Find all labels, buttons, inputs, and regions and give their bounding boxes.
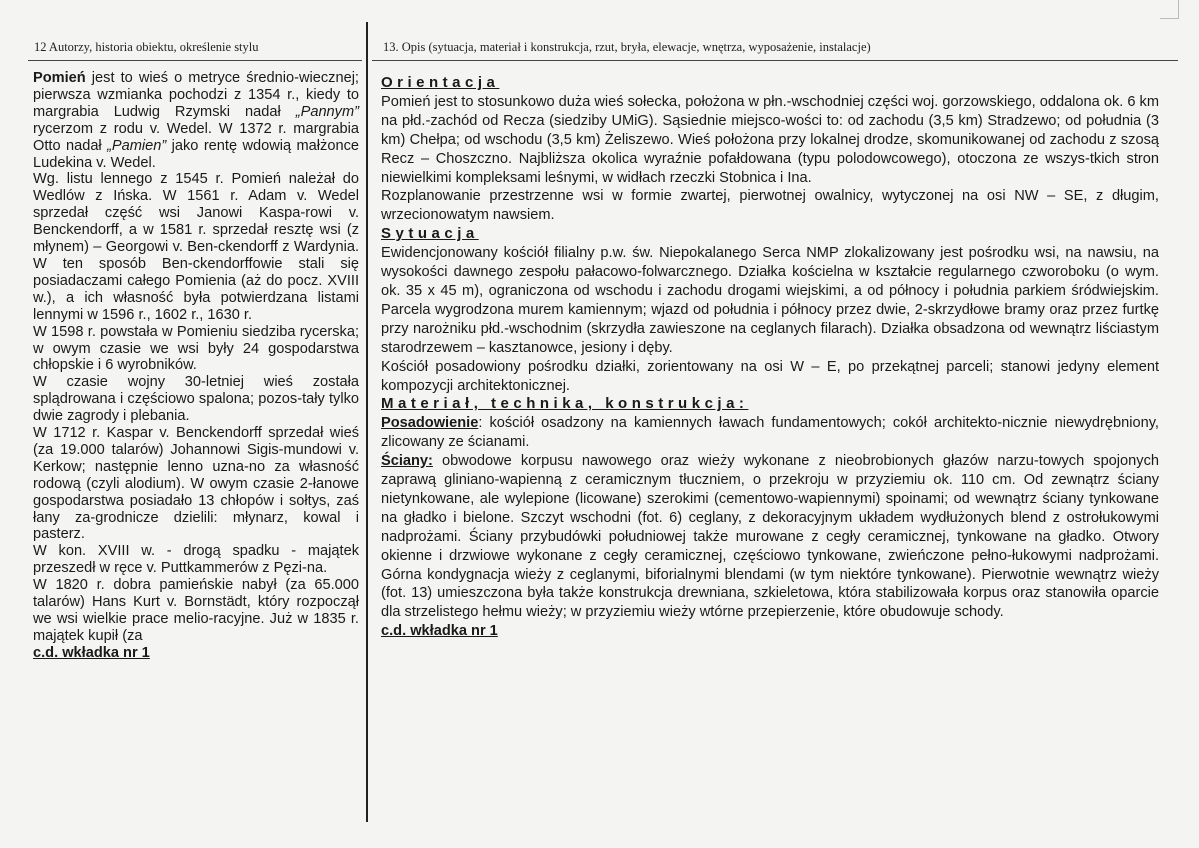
column-divider xyxy=(366,22,368,822)
sciany-paragraph xyxy=(381,452,1159,622)
history-text: jako rentę wdowią małżonce Ludekina v. Wedel. xyxy=(33,137,359,171)
sciany-label: Ściany: xyxy=(381,453,433,470)
left-header: 12 Autorzy, historia obiektu, określenie stylu xyxy=(34,40,259,54)
history-paragraph-1 xyxy=(33,70,359,171)
description-column xyxy=(381,74,1159,641)
orientacja-paragraph-2: Rozplanowanie przestrzenne wsi w formie zwartej, pierwotnej owalnicy, wytyczonej na osi NW – SE, z długim, wrzecionowatym nawsiem. xyxy=(381,188,1159,224)
historical-name-pannym: „Pannym” xyxy=(295,103,359,120)
sytuacja-paragraph-1: Ewidencjonowany kościół filialny p.w. św. Niepokalanego Serca NMP zlokalizowany jest pośrodku wsi, na nawsiu, na wysokości dawnego zespołu pałacowo-folwarcznego. Działka kościelna w kształcie regularnego czworoboku (o wym. ok. 35 x 45 m), ograniczona od wschodu i zachodu drogami wiejskimi, a od północy i południa parkiem śródwiejskim. Parcela wygrodzona murem kamiennym; wjazd od południa i północy przez dwie, 2-skrzydłowe bramy oraz przez furtkę przy narożniku płd.-wschodnim (skrzydła zawieszone na ceglanych filarach). Działka obsadzona od wewnątrz liściastym starodrzewem – kasztanowce, jesiony i dęby. xyxy=(381,245,1159,356)
history-paragraph-6: W kon. XVIII w. - drogą spadku - majątek przeszedł w ręce v. Puttkammerów z Pęzi-na. xyxy=(33,543,359,577)
section-title-sytuacja: Sytuacja xyxy=(381,225,479,243)
village-name: Pomień xyxy=(33,70,86,86)
posadowienie-text: : kościół osadzony na kamiennych ławach fundamentowych; cokół architekto-nicznie niewydrębniony, zlicowany ze ścianami. xyxy=(381,415,1159,451)
left-header-rule xyxy=(28,60,362,61)
history-text: rycerzom z rodu v. Wedel. W 1372 r. margrabia Otto nadał xyxy=(33,120,359,154)
historical-name-pamien: „Pamien” xyxy=(107,137,167,154)
right-header-rule xyxy=(372,60,1178,61)
posadowienie-paragraph xyxy=(381,414,1159,452)
sytuacja-paragraph-2: Kościół posadowiony pośrodku działki, zorientowany na osi W – E, po przekątnej parceli; stanowi jedyny element kompozycji architektonicznej. xyxy=(381,358,1159,394)
history-column xyxy=(33,70,359,662)
history-paragraph-4: W czasie wojny 30-letniej wieś została splądrowana i częściowo spalona; pozos-tały tylko dwie zagrody i plebania. xyxy=(33,374,359,425)
continued-note-left: c.d. wkładka nr 1 xyxy=(33,644,150,661)
section-title-orientacja: Orientacja xyxy=(381,74,500,91)
corner-mark xyxy=(1160,0,1179,19)
posadowienie-label: Posadowienie xyxy=(381,415,479,432)
history-text: jest to wieś o metryce średnio-wiecznej; pierwsza wzmianka pochodzi z 1354 r., kiedy to margrabia Ludwig Rzymski nadał xyxy=(33,70,359,120)
continued-note-right: c.d. wkładka nr 1 xyxy=(381,623,498,640)
history-paragraph-5: W 1712 r. Kaspar v. Benckendorff sprzedał wieś (za 19.000 talarów) Johannowi Sigis-mundowi v. Kerkow; następnie lenno uzna-no za własność rodową (czyli alodium). W owym czasie 2-łanowe gospodarstwa posiadało 13 chłopów i sołtys, zaś łany za-grodnicze dzielili: młynarz, kowal i pasterz. xyxy=(33,425,359,543)
right-header: 13. Opis (sytuacja, materiał i konstrukcja, rzut, bryła, elewacje, wnętrza, wyposażenie, instalacje) xyxy=(383,40,871,54)
section-title-material: Materiał, technika, konstrukcja: xyxy=(381,395,749,413)
orientacja-paragraph-1: Pomień jest to stosunkowo duża wieś sołecka, położona w płn.-wschodniej części woj. gorzowskiego, oddalona ok. 6 km na płd.-zachód od Recza (siedziby UMiG). Sąsiednie miejsco-wości to: od zachodu (3,5 km) Stradzewo; od południa (3 km) Chełpa; od wschodu (3,5 km) Żeliszewo. Wieś położona przy lokalnej drodze, skomunikowanej od zachodu z szosą Recz – Choszczno. Najbliższa okolica wyraźnie pofałdowana (typu polodowcowego), otoczona ze wszys-tkich stron niewielkimi kompleksami leśnymi, w widłach rzeczki Stobnica i Ina. xyxy=(381,93,1159,186)
history-paragraph-2: Wg. listu lennego z 1545 r. Pomień należał do Wedlów z Ińska. W 1561 r. Adam v. Wedel sprzedał część wsi Janowi Kaspa-rowi v. Benckendorff, a w 1581 r. sprzedał resztę wsi (z młynem) – Georgowi v. Ben-ckendorff z Wardynia. W ten sposób Ben-ckendorffowie stali się posiadaczami całego Pomienia (aż do pocz. XVIII w.), a ich własność była potwierdzana listami lennymi w 1596 r., 1602 r., 1630 r. xyxy=(33,171,359,323)
sciany-text: obwodowe korpusu nawowego oraz wieży wykonane z nieobrobionych głazów narzu-towych spojonych zaprawą gliniano-wapienną z ceramicznym tłuczniem, o przekroju w przyziemiu ok. 110 cm. Od zewnątrz ściany nietynkowane, ale wylepione (licowane) szerokimi (cementowo-wapiennymi) spoinami; od wewnątrz ściany tynkowane na gładko i bielone. Szczyt wschodni (fot. 6) ceglany, z dekoracyjnym układem wydłużonych blend z ostrołukowymi nadprożami. Ściany przybudówki południowej także murowane z cegły ceramicznej, tynkowane na gładko. Otwory okienne i drzwiowe wykonane z cegły ceramicznej, częściowo tynkowane, zwieńczone pełno-łukowymi nadprożami. Górna kondygnacja wieży z ceglanymi, biforialnymi blendami (w tym niektóre tynkowane). Pierwotnie wewnątrz wieży (fot. 13) umieszczona była także konstrukcja drewniana, szkieletowa, która stabilizowała korpus oraz stanowiła oparcie dla strzelistego hełmu wieży; w przyziemiu wieży wtórne przepierzenie, które obudowuje schody. xyxy=(381,453,1159,621)
history-paragraph-7: W 1820 r. dobra pamieńskie nabył (za 65.000 talarów) Hans Kurt v. Bornstädt, który rozpoczął we wsi wielkie prace melio-racyjne. Już w 1835 r. majątek kupił (za xyxy=(33,577,359,644)
history-paragraph-3: W 1598 r. powstała w Pomieniu siedziba rycerska; w owym czasie we wsi były 24 gospodarstwa chłopskie i 6 wyrobników. xyxy=(33,323,359,374)
